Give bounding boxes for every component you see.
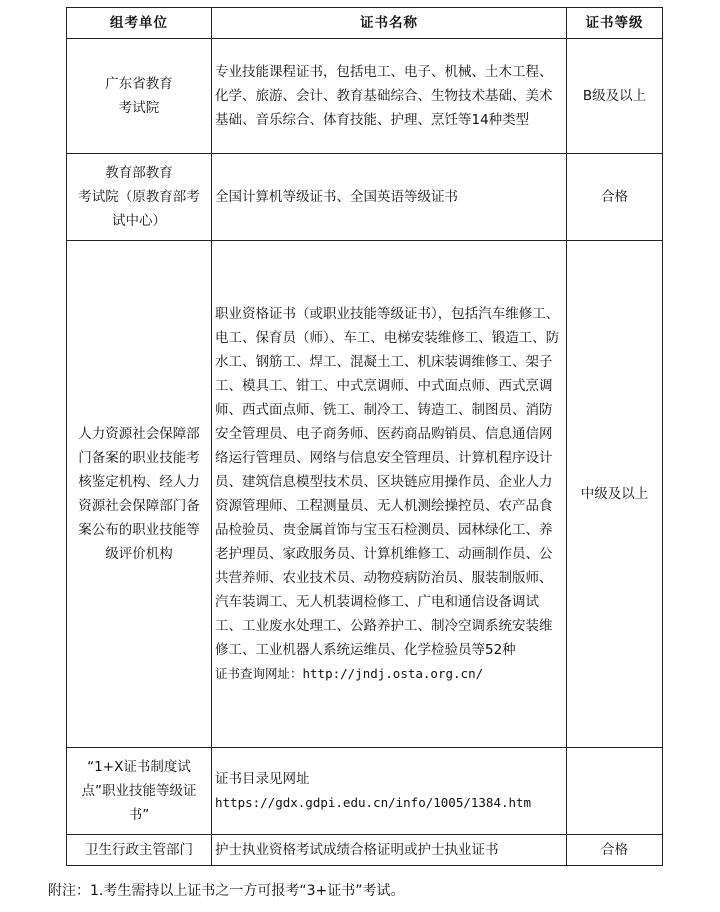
table-row xyxy=(67,39,663,154)
cert-level-cell: B级及以上 xyxy=(567,39,663,154)
org-line: 广东省教育 xyxy=(105,76,173,92)
org-line: 案公布的职业技能等 xyxy=(78,522,200,538)
org-line: 资源社会保障部门备 xyxy=(78,498,200,514)
org-line: 点”职业技能等级证 xyxy=(81,783,197,799)
cert-name-cell: 护士执业资格考试成绩合格证明或护士执业证书 xyxy=(212,835,567,866)
org-line: 考试院 xyxy=(118,100,160,116)
org-line: 核鉴定机构、经人力 xyxy=(78,474,200,490)
table-row xyxy=(67,154,663,241)
org-line: 书” xyxy=(128,807,150,823)
cert-name-cell: 全国计算机等级证书、全国英语等级证书 xyxy=(212,154,567,241)
cert-level-cell: 中级及以上 xyxy=(567,241,663,748)
org-line: 卫生行政主管部门 xyxy=(85,842,193,858)
org-line: 人力资源社会保障部 xyxy=(78,426,200,442)
org-line: 门备案的职业技能考 xyxy=(78,450,200,466)
cert-name-cell: 专业技能课程证书，包括电工、电子、机械、土木工程、化学、旅游、会计、教育基础综合、生物技术基础、美术基础、音乐综合、体育技能、护理、烹饪等14种类型 xyxy=(212,39,567,154)
table-row xyxy=(67,241,663,748)
cert-level-cell: 合格 xyxy=(567,154,663,241)
header-cert-name: 证书名称 xyxy=(212,8,567,39)
cert-level-cell: 合格 xyxy=(567,835,663,866)
cert-name-cell xyxy=(212,241,567,748)
org-cell xyxy=(67,241,212,748)
cert-catalog-url[interactable]: https://gdx.gdpi.edu.cn/info/1005/1384.htm xyxy=(215,795,532,810)
org-cell xyxy=(67,835,212,866)
table-header-row xyxy=(67,8,663,39)
cert-query-url[interactable]: 证书查询网址：http://jndj.osta.org.cn/ xyxy=(215,666,484,681)
org-line: 教育部教育 xyxy=(105,165,173,181)
header-org: 组考单位 xyxy=(67,8,212,39)
org-line: 试中心） xyxy=(112,213,166,229)
cert-name-text: 证书目录见网址 xyxy=(215,771,310,787)
org-line: 考试院（原教育部考 xyxy=(78,189,200,205)
cert-name-cell xyxy=(212,748,567,835)
cert-level-cell xyxy=(567,748,663,835)
certificate-table xyxy=(66,7,663,866)
cert-name-text: 职业资格证书（或职业技能等级证书），包括汽车维修工、电工、保育员（师）、车工、电梯安装维修工、锻造工、防水工、钢筋工、焊工、混凝土工、机床装调维修工、架子工、模具工、钳工、中式烹调师、中式面点师、西式烹调师、西式面点师、铣工、制冷工、铸造工、制图员、消防安全管理员、电子商务师、医药商品购销员、信息通信网络运行管理员、网络与信息安全管理员、计算机程序设计员、建筑信息模型技术员、区块链应用操作员、企业人力资源管理师、工程测量员、无人机测绘操控员、农产品食品检验员、贵金属首饰与宝玉石检测员、园林绿化工、养老护理员、家政服务员、计算机维修工、动画制作员、公共营养师、农业技术员、动物疫病防治员、服装制版师、汽车装调工、无人机装调检修工、广电和通信设备调试工、工业废水处理工、公路养护工、制冷空调系统安装维修工、工业机器人系统运维员、化学检验员等52种 xyxy=(215,306,560,658)
table-row xyxy=(67,748,663,835)
org-cell xyxy=(67,39,212,154)
header-cert-level: 证书等级 xyxy=(567,8,663,39)
org-cell xyxy=(67,748,212,835)
org-cell xyxy=(67,154,212,241)
table-row xyxy=(67,835,663,866)
org-line: 级评价机构 xyxy=(105,546,173,562)
footnote: 附注：1.考生需持以上证书之一方可报考“3+证书”考试。 xyxy=(48,883,405,899)
org-line: “1+X证书制度试 xyxy=(87,759,191,775)
